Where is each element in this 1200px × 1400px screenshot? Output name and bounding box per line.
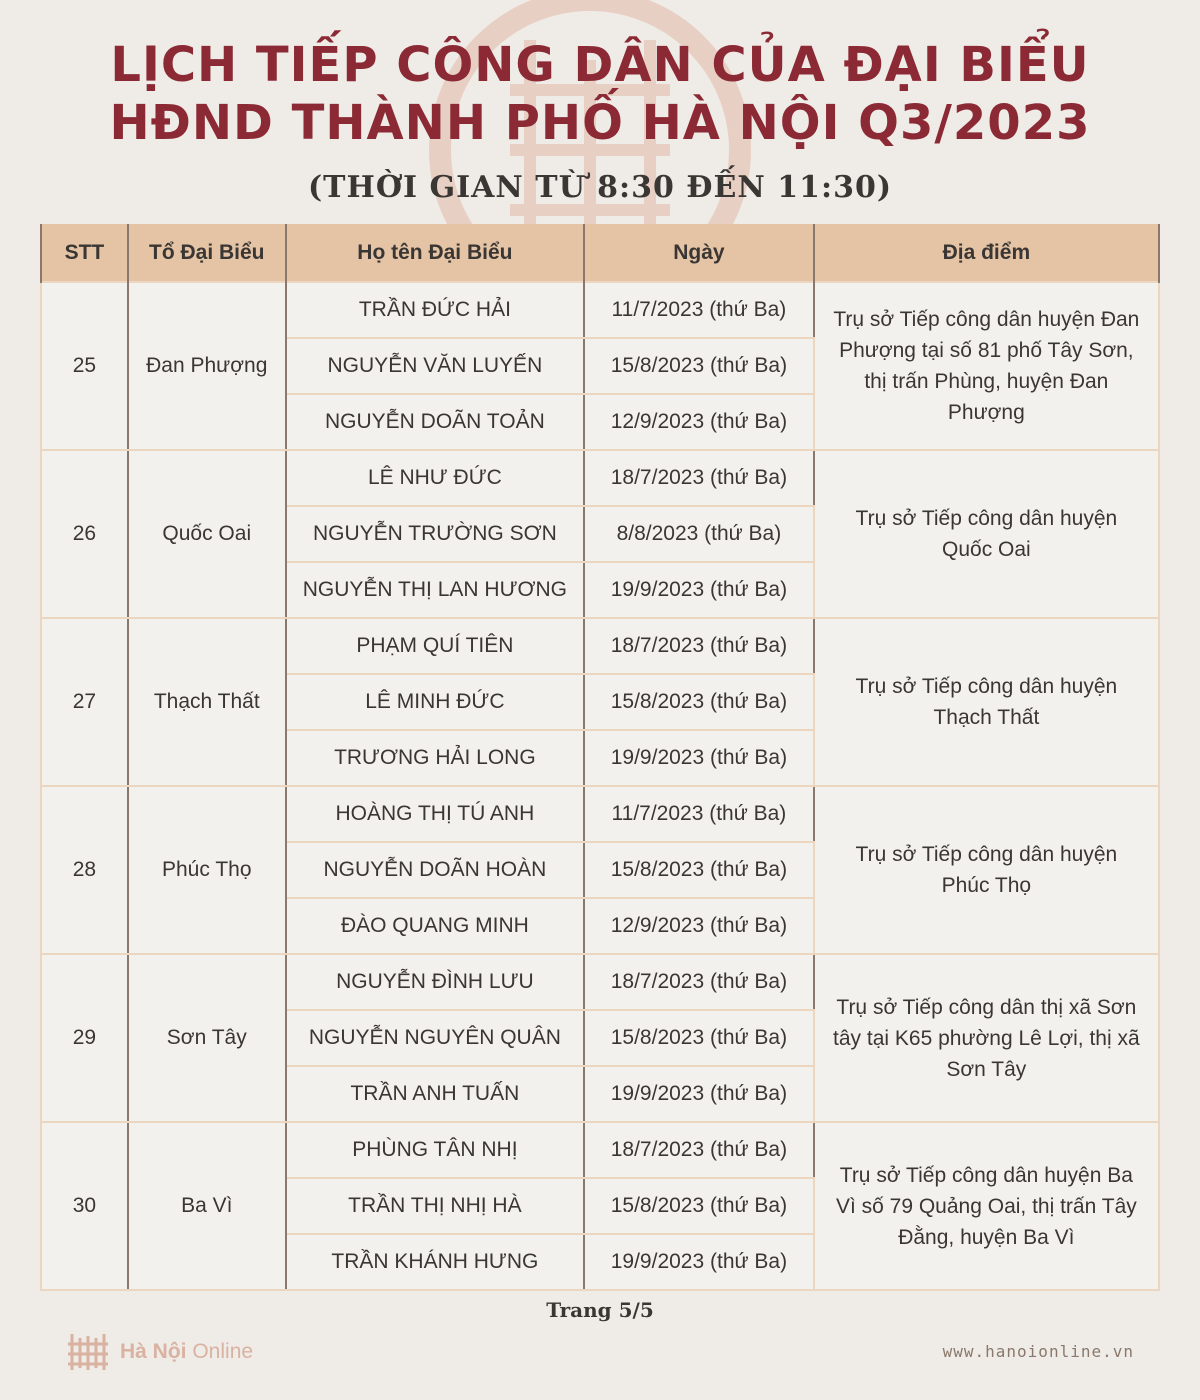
cell-delegate-name: PHÙNG TÂN NHỊ xyxy=(286,1122,584,1178)
cell-date: 18/7/2023 (thứ Ba) xyxy=(584,450,814,506)
table-row xyxy=(41,786,1159,842)
cell-group: Quốc Oai xyxy=(128,450,286,618)
column-header-stt: STT xyxy=(41,224,128,282)
cell-location: Trụ sở Tiếp công dân huyện Thạch Thất xyxy=(814,618,1159,786)
cell-group: Ba Vì xyxy=(128,1122,286,1290)
table-row xyxy=(41,282,1159,338)
title-line-2: HĐND THÀNH PHỐ HÀ NỘI Q3/2023 xyxy=(109,95,1091,151)
hanoi-online-logo[interactable] xyxy=(66,1330,253,1374)
cell-date: 19/9/2023 (thứ Ba) xyxy=(584,1066,814,1122)
cell-location: Trụ sở Tiếp công dân huyện Đan Phượng tại số 81 phố Tây Sơn, thị trấn Phùng, huyện Đan Phượng xyxy=(814,282,1159,450)
cell-date: 15/8/2023 (thứ Ba) xyxy=(584,842,814,898)
cell-stt: 25 xyxy=(41,282,128,450)
cell-delegate-name: NGUYỄN THỊ LAN HƯƠNG xyxy=(286,562,584,618)
cell-delegate-name: NGUYỄN DOÃN HOÀN xyxy=(286,842,584,898)
cell-group: Phúc Thọ xyxy=(128,786,286,954)
column-header-location: Địa điểm xyxy=(814,224,1159,282)
cell-delegate-name: NGUYỄN VĂN LUYẾN xyxy=(286,338,584,394)
hanoi-online-logo-icon xyxy=(66,1330,110,1374)
cell-delegate-name: NGUYỄN ĐÌNH LƯU xyxy=(286,954,584,1010)
logo-text-light: Online xyxy=(186,1340,254,1363)
cell-location: Trụ sở Tiếp công dân huyện Ba Vì số 79 Quảng Oai, thị trấn Tây Đằng, huyện Ba Vì xyxy=(814,1122,1159,1290)
column-header-date: Ngày xyxy=(584,224,814,282)
page-title xyxy=(0,36,1200,152)
page-number: Trang 5/5 xyxy=(546,1298,654,1322)
website-link[interactable]: www.hanoionline.vn xyxy=(942,1342,1134,1361)
cell-date: 11/7/2023 (thứ Ba) xyxy=(584,282,814,338)
cell-delegate-name: TRƯƠNG HẢI LONG xyxy=(286,730,584,786)
cell-date: 15/8/2023 (thứ Ba) xyxy=(584,338,814,394)
cell-stt: 28 xyxy=(41,786,128,954)
cell-group: Sơn Tây xyxy=(128,954,286,1122)
cell-delegate-name: PHẠM QUÍ TIÊN xyxy=(286,618,584,674)
cell-date: 15/8/2023 (thứ Ba) xyxy=(584,1178,814,1234)
time-subtitle: (THỜI GIAN TỪ 8:30 ĐẾN 11:30) xyxy=(307,170,893,205)
column-header-name: Họ tên Đại Biểu xyxy=(286,224,584,282)
cell-stt: 30 xyxy=(41,1122,128,1290)
table-header-row xyxy=(41,224,1159,282)
cell-group: Thạch Thất xyxy=(128,618,286,786)
cell-delegate-name: NGUYỄN NGUYÊN QUÂN xyxy=(286,1010,584,1066)
cell-stt: 27 xyxy=(41,618,128,786)
title-line-1: LỊCH TIẾP CÔNG DÂN CỦA ĐẠI BIỂU xyxy=(110,37,1090,93)
cell-date: 8/8/2023 (thứ Ba) xyxy=(584,506,814,562)
cell-delegate-name: LÊ NHƯ ĐỨC xyxy=(286,450,584,506)
logo-text-bold: Hà Nội xyxy=(120,1340,187,1363)
cell-delegate-name: NGUYỄN DOÃN TOẢN xyxy=(286,394,584,450)
cell-date: 18/7/2023 (thứ Ba) xyxy=(584,1122,814,1178)
cell-date: 11/7/2023 (thứ Ba) xyxy=(584,786,814,842)
table-row xyxy=(41,618,1159,674)
cell-delegate-name: LÊ MINH ĐỨC xyxy=(286,674,584,730)
column-header-group: Tổ Đại Biểu xyxy=(128,224,286,282)
cell-date: 19/9/2023 (thứ Ba) xyxy=(584,730,814,786)
cell-date: 18/7/2023 (thứ Ba) xyxy=(584,954,814,1010)
cell-delegate-name: TRẦN ĐỨC HẢI xyxy=(286,282,584,338)
cell-date: 12/9/2023 (thứ Ba) xyxy=(584,394,814,450)
cell-stt: 26 xyxy=(41,450,128,618)
logo-text xyxy=(120,1340,253,1364)
table-row xyxy=(41,1122,1159,1178)
cell-stt: 29 xyxy=(41,954,128,1122)
cell-date: 19/9/2023 (thứ Ba) xyxy=(584,562,814,618)
cell-location: Trụ sở Tiếp công dân huyện Quốc Oai xyxy=(814,450,1159,618)
cell-location: Trụ sở Tiếp công dân huyện Phúc Thọ xyxy=(814,786,1159,954)
cell-delegate-name: ĐÀO QUANG MINH xyxy=(286,898,584,954)
cell-date: 18/7/2023 (thứ Ba) xyxy=(584,618,814,674)
schedule-table xyxy=(40,224,1160,1291)
cell-date: 12/9/2023 (thứ Ba) xyxy=(584,898,814,954)
cell-date: 15/8/2023 (thứ Ba) xyxy=(584,674,814,730)
table-row xyxy=(41,954,1159,1010)
cell-group: Đan Phượng xyxy=(128,282,286,450)
cell-delegate-name: TRẦN THỊ NHỊ HÀ xyxy=(286,1178,584,1234)
cell-date: 15/8/2023 (thứ Ba) xyxy=(584,1010,814,1066)
table-row xyxy=(41,450,1159,506)
cell-delegate-name: NGUYỄN TRƯỜNG SƠN xyxy=(286,506,584,562)
cell-date: 19/9/2023 (thứ Ba) xyxy=(584,1234,814,1290)
cell-delegate-name: TRẦN KHÁNH HƯNG xyxy=(286,1234,584,1290)
cell-delegate-name: HOÀNG THỊ TÚ ANH xyxy=(286,786,584,842)
cell-location: Trụ sở Tiếp công dân thị xã Sơn tây tại K65 phường Lê Lợi, thị xã Sơn Tây xyxy=(814,954,1159,1122)
cell-delegate-name: TRẦN ANH TUẤN xyxy=(286,1066,584,1122)
